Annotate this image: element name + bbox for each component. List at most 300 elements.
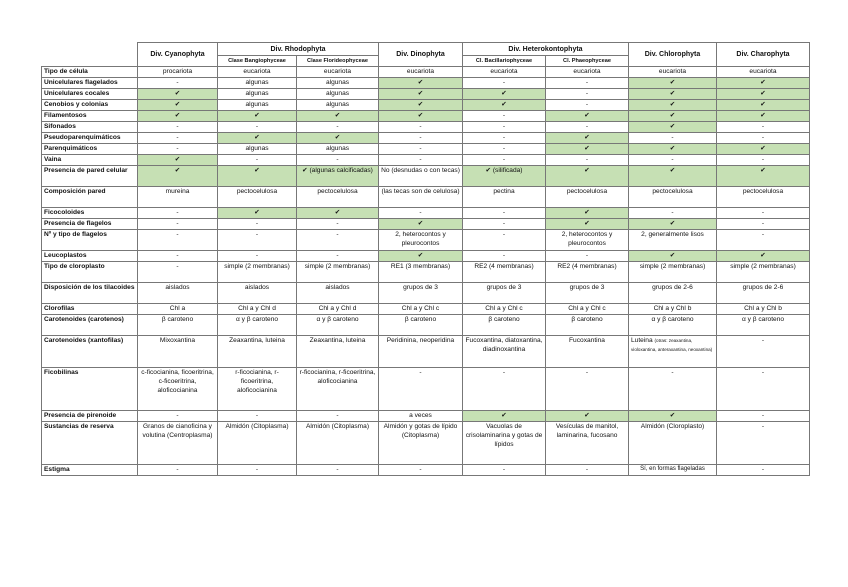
cell-text: ✔ bbox=[584, 112, 590, 119]
cell-text: β caroteno bbox=[488, 316, 520, 323]
cell-text: - bbox=[176, 412, 179, 419]
table-cell bbox=[379, 166, 463, 187]
table-cell bbox=[218, 67, 297, 78]
table-cell bbox=[218, 78, 297, 89]
cell-text: ✔ bbox=[669, 112, 676, 119]
cell-text: aislados bbox=[244, 284, 270, 291]
table-cell bbox=[379, 411, 463, 422]
cell-text: ✔ bbox=[669, 90, 676, 97]
cell-text: ✔ bbox=[584, 167, 590, 174]
cell-text: RE2 (4 membranas) bbox=[474, 263, 534, 270]
table-row bbox=[42, 155, 810, 166]
cell-text: - bbox=[336, 252, 339, 259]
cell-text: 2, generalmente lisos bbox=[641, 231, 704, 238]
table-cell bbox=[717, 465, 810, 476]
table-cell bbox=[546, 89, 629, 100]
subheader-phaeophyceae: Cl. Phaeophyceae bbox=[546, 56, 629, 67]
table-cell bbox=[629, 166, 717, 187]
table-cell bbox=[379, 155, 463, 166]
cell-text: - bbox=[502, 231, 506, 238]
cell-text: - bbox=[176, 220, 179, 227]
cell-text: β caroteno bbox=[571, 316, 603, 323]
cell-text: ✔ bbox=[254, 167, 260, 174]
cell-text: - bbox=[502, 79, 506, 86]
corner-cell bbox=[42, 43, 138, 67]
table-cell bbox=[379, 78, 463, 89]
table-cell bbox=[379, 133, 463, 144]
table-cell bbox=[629, 133, 717, 144]
table-cell bbox=[297, 304, 379, 315]
table-row bbox=[42, 465, 810, 476]
cell-text: - bbox=[255, 466, 259, 473]
table-cell bbox=[379, 144, 463, 155]
table-cell bbox=[297, 89, 379, 100]
table-cell bbox=[546, 166, 629, 187]
comparison-table bbox=[41, 42, 810, 476]
table-cell bbox=[629, 111, 717, 122]
table-cell bbox=[379, 67, 463, 78]
cell-text: ✔ bbox=[669, 101, 676, 108]
table-cell bbox=[297, 336, 379, 368]
cell-text: eucariota bbox=[749, 68, 777, 75]
cell-text: Granos de cianoficina y volutina (Centroplasma) bbox=[142, 423, 213, 439]
cell-text: - bbox=[419, 123, 422, 130]
cell-text: - bbox=[761, 231, 765, 238]
cell-text: c-ficocianina, ficoeritrina, c-ficoeritrina, aloficocianina bbox=[141, 369, 214, 394]
cell-text: - bbox=[176, 263, 179, 270]
table-cell bbox=[463, 166, 546, 187]
table-row bbox=[42, 78, 810, 89]
table-cell bbox=[297, 78, 379, 89]
table-cell bbox=[546, 187, 629, 208]
cell-text: Chl a y Chl b bbox=[744, 305, 782, 312]
table-row bbox=[42, 219, 810, 230]
table-cell bbox=[463, 251, 546, 262]
cell-text: simple (2 membranas) bbox=[304, 263, 371, 270]
table-cell bbox=[463, 89, 546, 100]
cell-text: Chl a bbox=[169, 305, 186, 312]
table-row bbox=[42, 144, 810, 155]
table-cell bbox=[463, 187, 546, 208]
cell-text: - bbox=[336, 123, 339, 130]
table-cell bbox=[297, 155, 379, 166]
row-label: Vaina bbox=[42, 155, 138, 166]
cell-text: ✔ bbox=[584, 209, 590, 216]
cell-text: - bbox=[502, 134, 506, 141]
cell-text: - bbox=[502, 209, 506, 216]
cell-text: ✔ bbox=[254, 209, 260, 216]
table-row bbox=[42, 368, 810, 411]
table-cell bbox=[138, 208, 218, 219]
table-cell bbox=[297, 100, 379, 111]
cell-text: ✔ bbox=[669, 145, 676, 152]
row-label: Leucoplastos bbox=[42, 251, 138, 262]
table-cell bbox=[138, 411, 218, 422]
table-cell bbox=[218, 465, 297, 476]
table-cell bbox=[629, 155, 717, 166]
cell-text: eucariota bbox=[658, 68, 687, 75]
subheader-bacillariophyceae: Cl. Bacillariophyceae bbox=[463, 56, 546, 67]
table-cell bbox=[629, 315, 717, 336]
cell-text: ✔ (algunas calcificadas) bbox=[302, 167, 373, 174]
cell-text: - bbox=[761, 369, 765, 376]
table-cell bbox=[297, 187, 379, 208]
table-cell bbox=[463, 67, 546, 78]
row-label: Sifonados bbox=[42, 122, 138, 133]
header-cyanophyta: Div. Cyanophyta bbox=[138, 43, 218, 67]
cell-text: - bbox=[502, 252, 506, 259]
table-cell bbox=[717, 67, 810, 78]
row-label: Unicelulares cocales bbox=[42, 89, 138, 100]
row-label: Filamentosos bbox=[42, 111, 138, 122]
table-row bbox=[42, 111, 810, 122]
table-cell bbox=[138, 155, 218, 166]
cell-text: ✔ bbox=[501, 101, 507, 108]
table-cell bbox=[218, 219, 297, 230]
row-label: Ficocoloides bbox=[42, 208, 138, 219]
table-cell bbox=[218, 422, 297, 465]
table-cell bbox=[546, 100, 629, 111]
cell-text: algunas bbox=[245, 145, 269, 152]
cell-text: - bbox=[176, 79, 179, 86]
cell-text: aislados bbox=[325, 284, 350, 291]
table-cell bbox=[138, 251, 218, 262]
cell-text: ✔ bbox=[584, 220, 590, 227]
table-cell bbox=[629, 422, 717, 465]
table-cell bbox=[218, 262, 297, 283]
cell-text: Luteina bbox=[631, 337, 653, 344]
cell-text: - bbox=[336, 466, 339, 473]
table-cell bbox=[629, 89, 717, 100]
table-cell bbox=[546, 78, 629, 89]
cell-text: - bbox=[255, 412, 259, 419]
row-label: Cenobios y colonias bbox=[42, 100, 138, 111]
cell-text: - bbox=[336, 231, 339, 238]
cell-text: - bbox=[176, 231, 179, 238]
cell-text: α y β caroteno bbox=[651, 316, 694, 323]
row-label: Presencia de flagelos bbox=[42, 219, 138, 230]
cell-text: eucariota bbox=[323, 68, 352, 75]
row-label: Unicelulares flagelados bbox=[42, 78, 138, 89]
table-cell bbox=[218, 122, 297, 133]
table-cell bbox=[717, 315, 810, 336]
table-cell bbox=[218, 208, 297, 219]
table-cell bbox=[138, 422, 218, 465]
table-cell bbox=[463, 368, 546, 411]
table-cell bbox=[463, 111, 546, 122]
table-cell bbox=[717, 304, 810, 315]
cell-text: pectina bbox=[493, 188, 515, 195]
row-label: Ficobilinas bbox=[42, 368, 138, 411]
cell-text: Chl a y Chl d bbox=[318, 305, 357, 312]
cell-text: ✔ bbox=[669, 167, 676, 174]
table-cell bbox=[717, 122, 810, 133]
table-cell bbox=[218, 89, 297, 100]
table-row bbox=[42, 89, 810, 100]
table-cell bbox=[379, 230, 463, 251]
header-rhodophyta: Div. Rhodophyta bbox=[218, 43, 379, 56]
table-cell bbox=[138, 283, 218, 304]
table-cell bbox=[629, 78, 717, 89]
table-cell bbox=[297, 111, 379, 122]
header-chlorophyta: Div. Chlorophyta bbox=[629, 43, 717, 67]
cell-text: - bbox=[761, 423, 765, 430]
cell-text: - bbox=[761, 123, 765, 130]
table-cell bbox=[717, 89, 810, 100]
cell-text: ✔ bbox=[669, 79, 676, 86]
cell-text: Zeaxantina, luteina bbox=[309, 337, 366, 344]
table-cell bbox=[463, 283, 546, 304]
row-label: Estigma bbox=[42, 465, 138, 476]
cell-text: ✔ bbox=[760, 167, 766, 174]
cell-text: a veces bbox=[409, 412, 432, 419]
table-cell bbox=[717, 144, 810, 155]
table-cell bbox=[629, 283, 717, 304]
cell-text: simple (2 membranas) bbox=[639, 263, 706, 270]
table-cell bbox=[463, 122, 546, 133]
cell-text: - bbox=[419, 145, 422, 152]
table-cell bbox=[138, 78, 218, 89]
cell-text: Mixoxantina bbox=[159, 337, 196, 344]
cell-text: - bbox=[585, 123, 589, 130]
cell-text: - bbox=[176, 145, 179, 152]
table-cell bbox=[138, 166, 218, 187]
cell-text: - bbox=[255, 156, 259, 163]
table-cell bbox=[546, 411, 629, 422]
cell-text: algunas bbox=[325, 79, 350, 86]
cell-text: - bbox=[502, 466, 506, 473]
cell-text: ✔ bbox=[417, 220, 424, 227]
cell-text: aislados bbox=[165, 284, 190, 291]
cell-text: ✔ bbox=[334, 112, 341, 119]
cell-text: ✔ bbox=[760, 90, 766, 97]
cell-text: Chl a y Chl c bbox=[568, 305, 606, 312]
table-cell bbox=[138, 230, 218, 251]
table-cell bbox=[379, 89, 463, 100]
table-row bbox=[42, 166, 810, 187]
cell-text: ✔ bbox=[760, 79, 766, 86]
cell-text: - bbox=[585, 466, 589, 473]
table-row bbox=[42, 133, 810, 144]
cell-text: Fucoxantina, diatoxantina, diadinoxantina bbox=[465, 337, 543, 353]
table-row bbox=[42, 422, 810, 465]
table-cell bbox=[717, 336, 810, 368]
row-label: Disposición de los tilacoides bbox=[42, 283, 138, 304]
table-row bbox=[42, 230, 810, 251]
cell-text: Almidón (Citoplasma) bbox=[225, 423, 289, 430]
cell-text: α y β caroteno bbox=[235, 316, 279, 323]
cell-text: RE1 (3 membranas) bbox=[390, 263, 451, 270]
table-cell bbox=[138, 304, 218, 315]
row-label: Sustancias de reserva bbox=[42, 422, 138, 465]
table-cell bbox=[218, 133, 297, 144]
cell-text: simple (2 membranas) bbox=[224, 263, 290, 270]
cell-text: 2, heterocontos y pleurocontos bbox=[561, 231, 613, 247]
table-cell bbox=[379, 100, 463, 111]
table-cell bbox=[546, 230, 629, 251]
cell-text: RE2 (4 membranas) bbox=[557, 263, 617, 270]
cell-text: pectocelulosa bbox=[566, 188, 608, 195]
cell-text: Vesículas de manitol, laminarina, fucosano bbox=[555, 423, 619, 439]
table-cell bbox=[546, 251, 629, 262]
cell-text: ✔ bbox=[669, 220, 676, 227]
cell-text: r-ficocianina, r-ficoeritrina, aloficocianina bbox=[235, 369, 279, 394]
cell-text: pectocelulosa bbox=[236, 188, 278, 195]
table-cell bbox=[218, 111, 297, 122]
table-cell bbox=[629, 251, 717, 262]
cell-text: β caroteno bbox=[161, 316, 194, 323]
table-cell bbox=[138, 89, 218, 100]
cell-text: - bbox=[419, 466, 422, 473]
table-cell bbox=[717, 230, 810, 251]
table-cell bbox=[297, 422, 379, 465]
cell-text: algunas bbox=[325, 101, 350, 108]
cell-text: Sí, en formas flageladas bbox=[640, 466, 705, 472]
table-row bbox=[42, 122, 810, 133]
table-cell bbox=[717, 262, 810, 283]
table-body bbox=[42, 67, 810, 476]
cell-text: α y β caroteno bbox=[741, 316, 785, 323]
table-cell bbox=[379, 219, 463, 230]
cell-text: - bbox=[671, 369, 674, 376]
table-cell bbox=[218, 336, 297, 368]
cell-text: grupos de 2-6 bbox=[742, 284, 784, 291]
cell-text: eucariota bbox=[243, 68, 271, 75]
cell-text: - bbox=[671, 156, 674, 163]
table-cell bbox=[717, 111, 810, 122]
table-cell bbox=[297, 67, 379, 78]
table-cell bbox=[546, 208, 629, 219]
table-cell bbox=[629, 336, 717, 368]
cell-text: - bbox=[176, 134, 179, 141]
table-cell bbox=[629, 219, 717, 230]
cell-text: ✔ bbox=[174, 167, 181, 174]
table-cell bbox=[379, 122, 463, 133]
table-cell bbox=[297, 465, 379, 476]
table-cell bbox=[717, 187, 810, 208]
table-cell bbox=[218, 411, 297, 422]
cell-text: - bbox=[502, 112, 506, 119]
table-row bbox=[42, 283, 810, 304]
table-cell bbox=[546, 133, 629, 144]
table-cell bbox=[463, 155, 546, 166]
cell-text: ✔ bbox=[174, 112, 181, 119]
cell-text: ✔ bbox=[417, 112, 424, 119]
cell-text: ✔ bbox=[174, 90, 181, 97]
row-label: Nº y tipo de flagelos bbox=[42, 230, 138, 251]
table-cell bbox=[218, 283, 297, 304]
cell-text: - bbox=[336, 220, 339, 227]
cell-text: - bbox=[761, 466, 765, 473]
cell-text: - bbox=[419, 134, 422, 141]
cell-text: α y β caroteno bbox=[316, 316, 359, 323]
cell-text: - bbox=[585, 101, 589, 108]
cell-text: ✔ bbox=[254, 112, 260, 119]
cell-text: eucariota bbox=[573, 68, 601, 75]
cell-text: - bbox=[255, 231, 259, 238]
cell-text: ✔ bbox=[584, 412, 590, 419]
table-row bbox=[42, 100, 810, 111]
cell-text: - bbox=[761, 220, 765, 227]
cell-text: r-ficocianina, r-ficoeritrina, aloficocianina bbox=[299, 369, 376, 385]
cell-text: Chl a y Chl c bbox=[401, 305, 440, 312]
cell-text: - bbox=[585, 369, 589, 376]
cell-text: grupos de 2-6 bbox=[652, 284, 693, 291]
table-cell bbox=[546, 422, 629, 465]
table-cell bbox=[379, 336, 463, 368]
table-row bbox=[42, 411, 810, 422]
table-cell bbox=[546, 465, 629, 476]
cell-text: - bbox=[585, 252, 589, 259]
cell-text: ✔ bbox=[417, 79, 424, 86]
table-cell bbox=[463, 133, 546, 144]
table-cell bbox=[218, 230, 297, 251]
cell-text: - bbox=[255, 252, 259, 259]
table-cell bbox=[546, 111, 629, 122]
table-cell bbox=[463, 100, 546, 111]
table-cell bbox=[218, 166, 297, 187]
table-cell bbox=[297, 368, 379, 411]
cell-text: β caroteno bbox=[404, 316, 437, 323]
table-cell bbox=[463, 411, 546, 422]
table-cell bbox=[138, 315, 218, 336]
table-cell bbox=[463, 315, 546, 336]
table-cell bbox=[379, 304, 463, 315]
table-cell bbox=[717, 208, 810, 219]
cell-text: algunas bbox=[325, 145, 350, 152]
table-cell bbox=[218, 100, 297, 111]
table-row bbox=[42, 67, 810, 78]
cell-text: - bbox=[585, 156, 589, 163]
table-cell bbox=[138, 219, 218, 230]
cell-text: - bbox=[761, 134, 765, 141]
table-cell bbox=[297, 208, 379, 219]
cell-text: - bbox=[176, 209, 179, 216]
cell-text: grupos de 3 bbox=[403, 284, 438, 291]
cell-text: ✔ bbox=[760, 252, 766, 259]
cell-text: - bbox=[761, 156, 765, 163]
cell-text: ✔ bbox=[501, 412, 507, 419]
table-cell bbox=[717, 251, 810, 262]
cell-text: - bbox=[761, 412, 765, 419]
cell-text: ✔ bbox=[584, 145, 590, 152]
cell-text: ✔ bbox=[334, 134, 341, 141]
cell-text: No (desnudas o con tecas) bbox=[381, 167, 460, 174]
cell-text: Chl a y Chl c bbox=[485, 305, 523, 312]
table-cell bbox=[379, 283, 463, 304]
table-cell bbox=[463, 208, 546, 219]
cell-text: ✔ bbox=[760, 145, 766, 152]
cell-text: Chl a y Chl d bbox=[238, 305, 276, 312]
table-cell bbox=[717, 283, 810, 304]
table-cell bbox=[138, 368, 218, 411]
table-cell bbox=[629, 208, 717, 219]
cell-text: pectocelulosa bbox=[742, 188, 784, 195]
table-cell bbox=[717, 219, 810, 230]
row-label: Composición pared bbox=[42, 187, 138, 208]
table-cell bbox=[218, 368, 297, 411]
cell-text: - bbox=[585, 79, 589, 86]
cell-text: Peridinina, neoperidina bbox=[386, 337, 455, 344]
table-cell bbox=[379, 251, 463, 262]
cell-text: Fucoxantina bbox=[569, 337, 605, 344]
table-cell bbox=[297, 262, 379, 283]
cell-text: algunas bbox=[325, 90, 350, 97]
table-cell bbox=[629, 262, 717, 283]
table-cell bbox=[138, 111, 218, 122]
table-cell bbox=[297, 133, 379, 144]
table-cell bbox=[717, 155, 810, 166]
